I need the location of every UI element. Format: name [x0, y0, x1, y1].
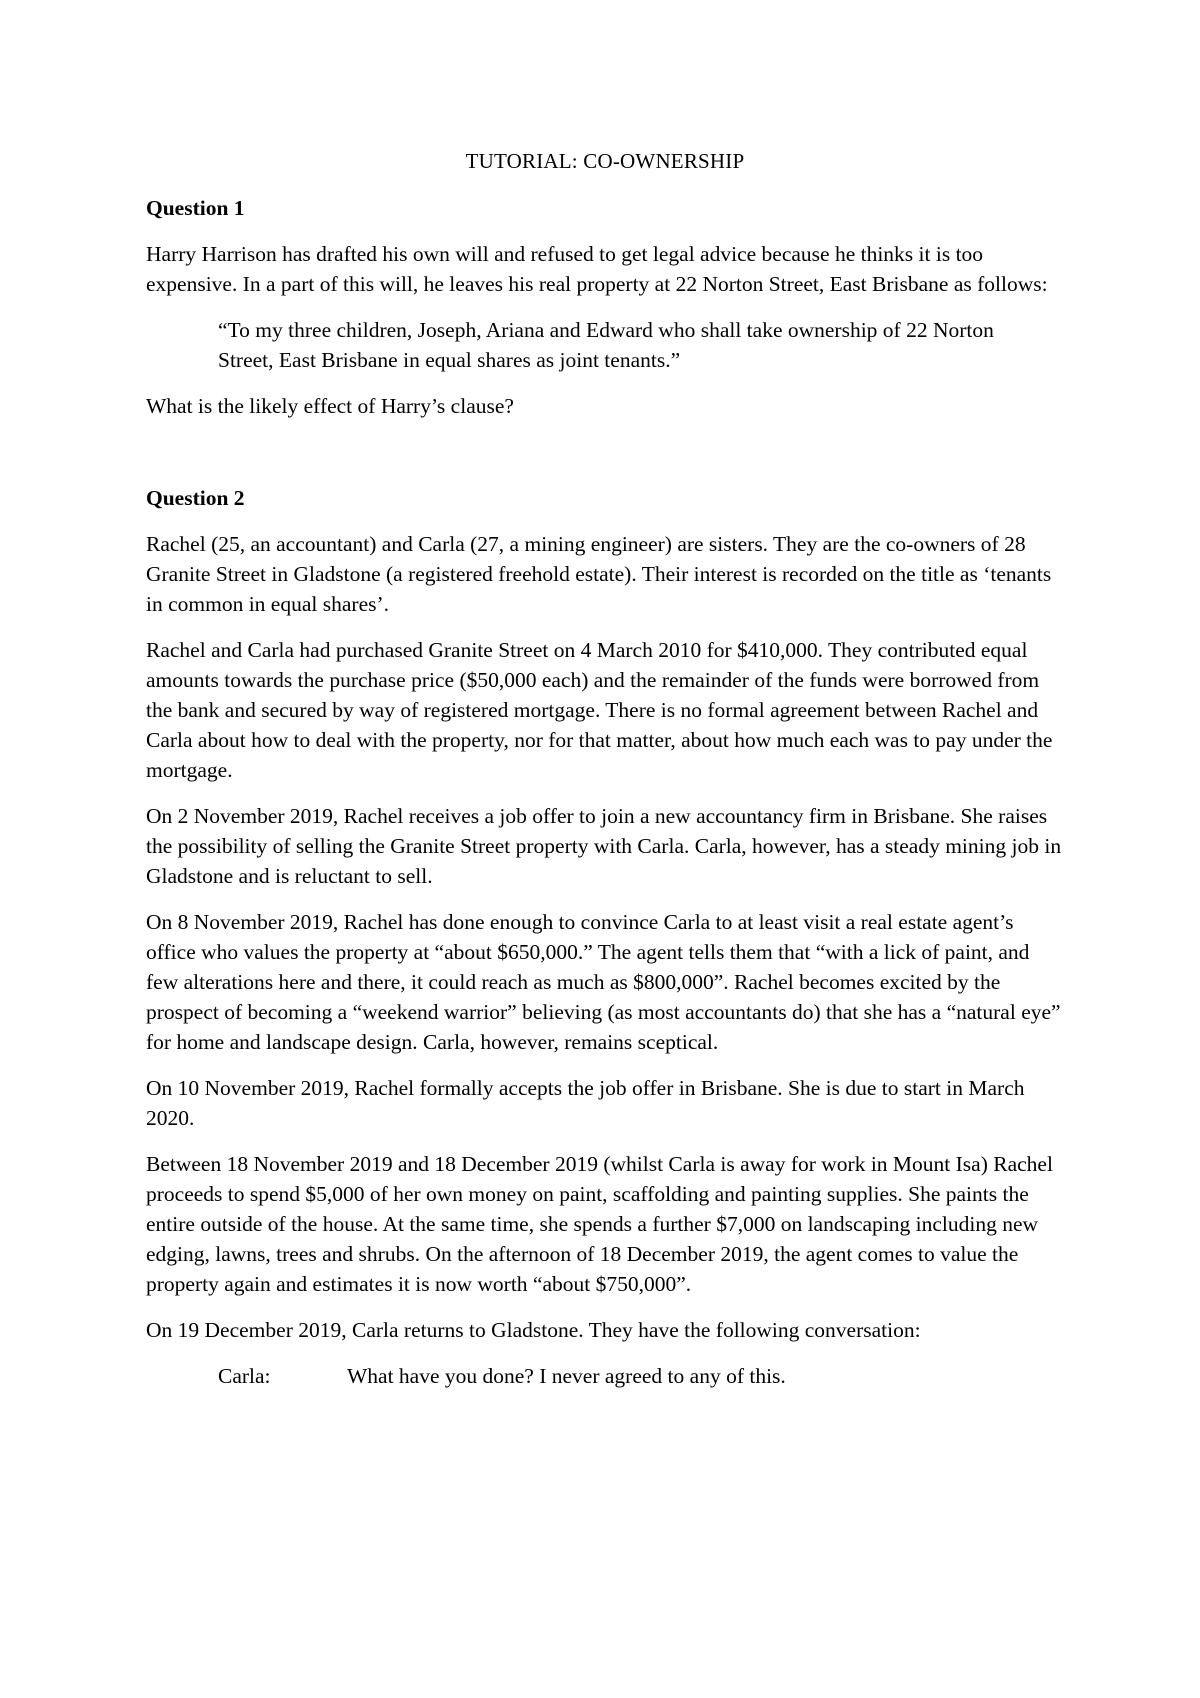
question-1-intro: Harry Harrison has drafted his own will and refused to get legal advice because he thinks it is too expensive. In a part of this will, he leaves his real property at 22 Norton Street, East Brisbane as follows:: [146, 242, 1048, 296]
question-1-heading: Question 1: [146, 196, 245, 220]
question-2-paragraph: Rachel and Carla had purchased Granite Street on 4 March 2010 for $410,000. They contributed equal amounts towards the purchase price ($50,000 each) and the remainder of the funds were borrowed from the bank and secured by way of registered mortgage. There is no formal agreement between Rachel and Carla about how to deal with the property, nor for that matter, about how much each was to pay under the mortgage.: [146, 638, 1053, 782]
dialogue-line: [218, 1361, 1064, 1391]
dialogue-speaker: Carla:: [218, 1364, 271, 1388]
document-body: [146, 146, 1064, 1391]
question-2-paragraph: Between 18 November 2019 and 18 December 2019 (whilst Carla is away for work in Mount Isa) Rachel proceeds to spend $5,000 of her own money on paint, scaffolding and painting supplies. She paints the entire outside of the house. At the same time, she spends a further $7,000 on landscaping including new edging, lawns, trees and shrubs. On the afternoon of 18 December 2019, the agent comes to value the property again and estimates it is now worth “about $750,000”.: [146, 1152, 1053, 1296]
question-2-paragraph: Rachel (25, an accountant) and Carla (27, a mining engineer) are sisters. They are the co-owners of 28 Granite Street in Gladstone (a registered freehold estate). Their interest is recorded on the title as ‘tenants in common in equal shares’.: [146, 532, 1052, 616]
page-title: TUTORIAL: CO-OWNERSHIP: [465, 149, 745, 173]
will-clause-quote: “To my three children, Joseph, Ariana and Edward who shall take ownership of 22 Norton Street, East Brisbane in equal shares as joint tenants.”: [218, 318, 994, 372]
question-2-paragraph: On 10 November 2019, Rachel formally accepts the job offer in Brisbane. She is due to start in March 2020.: [146, 1076, 1025, 1130]
question-1-prompt: What is the likely effect of Harry’s clause?: [146, 394, 514, 418]
question-2-paragraph: On 19 December 2019, Carla returns to Gladstone. They have the following conversation:: [146, 1318, 921, 1342]
question-2-heading: Question 2: [146, 486, 245, 510]
question-2-paragraph: On 8 November 2019, Rachel has done enough to convince Carla to at least visit a real estate agent’s office who values the property at “about $650,000.” The agent tells them that “with a lick of paint, and few alterations here and there, it could reach as much as $800,000”. Rachel becomes excited by the prospect of becoming a “weekend warrior” believing (as most accountants do) that she has a “natural eye” for home and landscape design. Carla, however, remains sceptical.: [146, 910, 1061, 1054]
question-2-paragraph: On 2 November 2019, Rachel receives a job offer to join a new accountancy firm in Brisbane. She raises the possibility of selling the Granite Street property with Carla. Carla, however, has a steady mining job in Gladstone and is reluctant to sell.: [146, 804, 1062, 888]
dialogue-text: What have you done? I never agreed to any of this.: [347, 1364, 786, 1388]
